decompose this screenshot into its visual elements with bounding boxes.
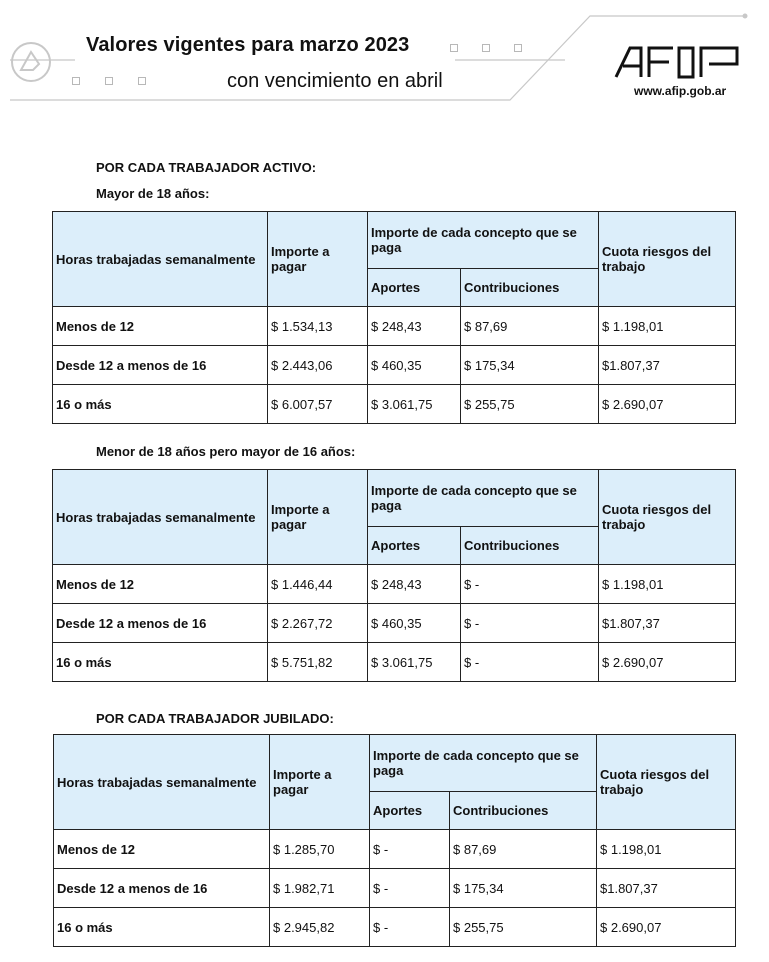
col-header-aportes: Aportes (368, 527, 461, 565)
cell-cuota: $ 1.198,01 (597, 830, 736, 869)
section-jubilado: POR CADA TRABAJADOR JUBILADO: (96, 711, 334, 726)
cell-importe: $ 1.982,71 (270, 869, 370, 908)
col-header-concepto: Importe de cada concepto que se paga (368, 470, 599, 527)
col-header-importe: Importe a pagar (268, 470, 368, 565)
col-header-contribuciones: Contribuciones (450, 792, 597, 830)
cell-cuota: $ 2.690,07 (597, 908, 736, 947)
cell-cuota: $1.807,37 (599, 346, 736, 385)
cell-importe: $ 1.534,13 (268, 307, 368, 346)
cell-importe: $ 2.267,72 (268, 604, 368, 643)
cell-cuota: $1.807,37 (599, 604, 736, 643)
col-header-cuota: Cuota riesgos del trabajo (599, 212, 736, 307)
cell-contribuciones: $ 255,75 (450, 908, 597, 947)
col-header-importe: Importe a pagar (268, 212, 368, 307)
cell-importe: $ 6.007,57 (268, 385, 368, 424)
cell-aportes: $ - (370, 869, 450, 908)
cell-horas: 16 o más (53, 643, 268, 682)
col-header-cuota: Cuota riesgos del trabajo (597, 735, 736, 830)
cell-cuota: $ 2.690,07 (599, 385, 736, 424)
cell-cuota: $ 1.198,01 (599, 307, 736, 346)
decor-square (450, 44, 458, 52)
decor-square (105, 77, 113, 85)
cell-importe: $ 5.751,82 (268, 643, 368, 682)
col-header-concepto: Importe de cada concepto que se paga (368, 212, 599, 269)
decor-square (514, 44, 522, 52)
table-row (53, 643, 736, 682)
section-menor-18: Menor de 18 años pero mayor de 16 años: (96, 444, 356, 459)
cell-horas: Menos de 12 (53, 565, 268, 604)
cell-aportes: $ - (370, 908, 450, 947)
col-header-horas: Horas trabajadas semanalmente (53, 470, 268, 565)
page-title: Valores vigentes para marzo 2023 (86, 34, 410, 56)
col-header-concepto: Importe de cada concepto que se paga (370, 735, 597, 792)
cell-aportes: $ 3.061,75 (368, 385, 461, 424)
cell-importe: $ 2.443,06 (268, 346, 368, 385)
cell-aportes: $ 3.061,75 (368, 643, 461, 682)
afip-logo-icon (613, 44, 743, 80)
afip-url: www.afip.gob.ar (634, 84, 727, 98)
col-header-contribuciones: Contribuciones (461, 527, 599, 565)
table-row (54, 830, 736, 869)
cell-contribuciones: $ 87,69 (450, 830, 597, 869)
table-row (53, 565, 736, 604)
cell-cuota: $ 2.690,07 (599, 643, 736, 682)
table-jubilado (53, 734, 736, 947)
cell-aportes: $ 460,35 (368, 604, 461, 643)
cell-importe: $ 1.285,70 (270, 830, 370, 869)
col-header-contribuciones: Contribuciones (461, 269, 599, 307)
table-activo-menor-18 (52, 469, 736, 682)
cell-contribuciones: $ 255,75 (461, 385, 599, 424)
col-header-importe: Importe a pagar (270, 735, 370, 830)
decor-square (138, 77, 146, 85)
cell-importe: $ 2.945,82 (270, 908, 370, 947)
table-row (54, 869, 736, 908)
cell-horas: Menos de 12 (53, 307, 268, 346)
cell-horas: Menos de 12 (54, 830, 270, 869)
col-header-horas: Horas trabajadas semanalmente (54, 735, 270, 830)
col-header-horas: Horas trabajadas semanalmente (53, 212, 268, 307)
cell-horas: Desde 12 a menos de 16 (53, 604, 268, 643)
section-mayor-18: Mayor de 18 años: (96, 186, 210, 201)
cell-aportes: $ 460,35 (368, 346, 461, 385)
decor-square (482, 44, 490, 52)
cell-aportes: $ 248,43 (368, 565, 461, 604)
decor-square (72, 77, 80, 85)
page-header (0, 0, 769, 120)
afip-emblem-icon (9, 40, 53, 84)
page-subtitle: con vencimiento en abril (227, 70, 443, 92)
cell-contribuciones: $ 175,34 (450, 869, 597, 908)
col-header-aportes: Aportes (368, 269, 461, 307)
cell-horas: Desde 12 a menos de 16 (53, 346, 268, 385)
cell-contribuciones: $ - (461, 604, 599, 643)
cell-contribuciones: $ - (461, 565, 599, 604)
section-activo: POR CADA TRABAJADOR ACTIVO: (96, 160, 317, 175)
table-row (53, 346, 736, 385)
cell-contribuciones: $ 87,69 (461, 307, 599, 346)
cell-aportes: $ - (370, 830, 450, 869)
table-row (54, 908, 736, 947)
cell-importe: $ 1.446,44 (268, 565, 368, 604)
cell-contribuciones: $ 175,34 (461, 346, 599, 385)
col-header-aportes: Aportes (370, 792, 450, 830)
cell-aportes: $ 248,43 (368, 307, 461, 346)
table-row (53, 604, 736, 643)
table-activo-mayor-18 (52, 211, 736, 424)
cell-cuota: $ 1.198,01 (599, 565, 736, 604)
table-row (53, 307, 736, 346)
cell-horas: 16 o más (54, 908, 270, 947)
cell-contribuciones: $ - (461, 643, 599, 682)
col-header-cuota: Cuota riesgos del trabajo (599, 470, 736, 565)
table-row (53, 385, 736, 424)
cell-horas: 16 o más (53, 385, 268, 424)
cell-cuota: $1.807,37 (597, 869, 736, 908)
cell-horas: Desde 12 a menos de 16 (54, 869, 270, 908)
